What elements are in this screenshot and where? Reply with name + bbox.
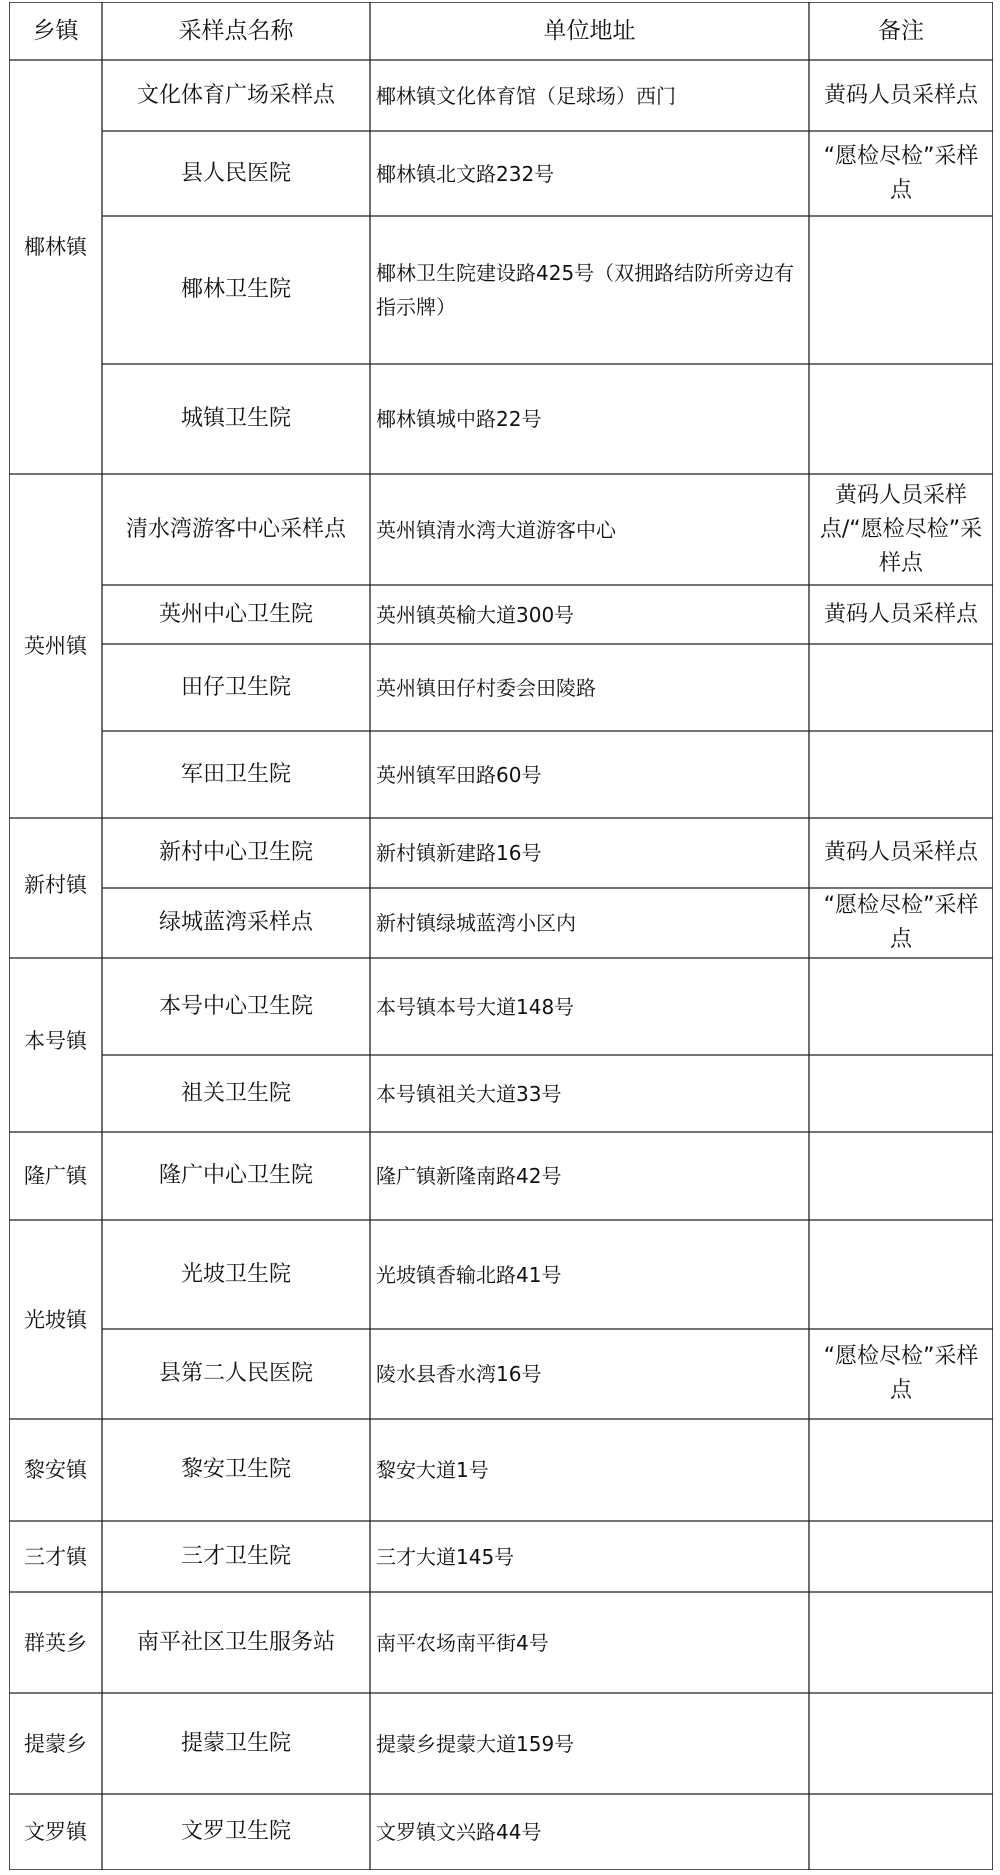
site-name-cell-text: 县第二人民医院: [158, 1361, 313, 1386]
site-name-cell-text: 新村中心卫生院: [158, 840, 313, 865]
town-cell: [9, 60, 102, 474]
address-cell: [370, 888, 809, 958]
site-name-cell-text: 南平社区卫生服务站: [136, 1629, 335, 1655]
site-name-cell-text: 英州中心卫生院: [158, 601, 313, 627]
site-name-cell: [102, 216, 370, 364]
town-cell: [9, 1220, 102, 1419]
site-name-cell: [102, 1794, 370, 1870]
address-cell: [370, 1220, 809, 1329]
site-name-cell: [102, 731, 370, 818]
note-cell: [809, 585, 993, 644]
address-cell-text: 英州镇清水湾大道游客中心: [376, 517, 616, 542]
site-name-cell-text: 文化体育广场采样点: [136, 82, 335, 108]
note-cell: [809, 60, 993, 131]
address-cell: [370, 216, 809, 364]
address-cell-text: 文罗镇文兴路44号: [376, 1820, 542, 1844]
note-cell-text: 黄码人员采样点: [823, 82, 978, 108]
site-name-cell: [102, 131, 370, 216]
address-cell-text: 本号镇本号大道148号: [376, 994, 575, 1019]
note-cell: [809, 644, 993, 731]
address-cell-text: 新村镇新建路16号: [376, 841, 542, 865]
site-name-cell-text: 文罗卫生院: [180, 1819, 291, 1844]
header-note-text: 备注: [878, 18, 924, 44]
address-cell: [370, 1794, 809, 1870]
town-cell: [9, 1419, 102, 1521]
note-cell-text: “愿检尽检”采样点: [823, 143, 979, 203]
town-cell: [9, 818, 102, 958]
town-cell: [9, 1693, 102, 1794]
note-cell: [809, 474, 993, 585]
note-cell: [809, 888, 993, 958]
town-cell-text: 群英乡: [24, 1630, 87, 1655]
town-cell-text: 光坡镇: [24, 1307, 87, 1332]
address-cell: [370, 131, 809, 216]
site-name-cell: [102, 1220, 370, 1329]
site-name-cell: [102, 818, 370, 888]
note-cell: [809, 1220, 993, 1329]
site-name-cell: [102, 1419, 370, 1521]
address-cell-text: 陵水县香水湾16号: [376, 1362, 542, 1386]
site-name-cell: [102, 1329, 370, 1419]
town-cell-text: 提蒙乡: [24, 1731, 87, 1756]
town-cell-text: 英州镇: [24, 634, 87, 658]
address-cell-text: 隆广镇新隆南路42号: [376, 1164, 562, 1188]
address-cell-text: 三才大道145号: [376, 1544, 515, 1569]
note-cell: [809, 818, 993, 888]
site-name-cell: [102, 474, 370, 585]
site-name-cell: [102, 1693, 370, 1794]
address-cell: [370, 1132, 809, 1220]
town-cell: [9, 1521, 102, 1592]
site-name-cell-text: 祖关卫生院: [180, 1080, 291, 1106]
site-name-cell: [102, 888, 370, 958]
note-cell: [809, 1693, 993, 1794]
note-cell: [809, 1521, 993, 1592]
site-name-cell: [102, 364, 370, 474]
note-cell: [809, 131, 993, 216]
site-name-cell-text: 椰林卫生院: [180, 277, 291, 302]
site-name-cell: [102, 1592, 370, 1693]
note-cell-text: “愿检尽检”采样点: [823, 1344, 979, 1403]
sampling-sites-table: [9, 2, 993, 1870]
address-cell: [370, 585, 809, 644]
site-name-cell: [102, 958, 370, 1055]
site-name-cell-text: 绿城蓝湾采样点: [158, 910, 313, 935]
address-cell: [370, 644, 809, 731]
address-cell-text: 英州镇英榆大道300号: [376, 602, 575, 627]
address-cell-text: 英州镇田仔村委会田陵路: [376, 675, 596, 700]
address-cell: [370, 1055, 809, 1132]
address-cell: [370, 1521, 809, 1592]
site-name-cell: [102, 1521, 370, 1592]
note-cell-text: 黄码人员采样点/“愿检尽检”采样点: [819, 482, 983, 576]
header-address-text: 单位地址: [543, 18, 636, 44]
town-cell: [9, 474, 102, 818]
address-cell: [370, 1329, 809, 1419]
address-cell-text: 新村镇绿城蓝湾小区内: [376, 911, 576, 935]
header-site-name-text: 采样点名称: [178, 18, 294, 44]
address-cell-text: 椰林卫生院建设路425号（双拥路结防所旁边有指示牌）: [376, 261, 795, 319]
site-name-cell-text: 军田卫生院: [180, 761, 291, 787]
note-cell: [809, 1329, 993, 1419]
site-name-cell-text: 黎安卫生院: [180, 1457, 291, 1482]
address-cell-text: 本号镇祖关大道33号: [376, 1081, 562, 1106]
site-name-cell: [102, 60, 370, 131]
address-cell: [370, 1592, 809, 1693]
address-cell-text: 光坡镇香输北路41号: [376, 1262, 562, 1287]
site-name-cell-text: 隆广中心卫生院: [158, 1163, 313, 1188]
note-cell: [809, 1419, 993, 1521]
site-name-cell: [102, 644, 370, 731]
town-cell-text: 黎安镇: [24, 1458, 87, 1482]
address-cell: [370, 60, 809, 131]
address-cell: [370, 474, 809, 585]
town-cell: [9, 1794, 102, 1870]
note-cell: [809, 216, 993, 364]
town-cell-text: 本号镇: [24, 1029, 87, 1053]
header-site-name: [102, 2, 370, 60]
note-cell: [809, 1794, 993, 1870]
address-cell-text: 南平农场南平街4号: [376, 1630, 549, 1655]
address-cell-text: 椰林镇文化体育馆（足球场）西门: [376, 83, 676, 108]
note-cell: [809, 1132, 993, 1220]
site-name-cell-text: 三才卫生院: [180, 1543, 291, 1569]
header-town: [9, 2, 102, 60]
address-cell: [370, 818, 809, 888]
site-name-cell: [102, 585, 370, 644]
address-cell-text: 提蒙乡提蒙大道159号: [376, 1731, 575, 1756]
address-cell: [370, 1419, 809, 1521]
address-cell: [370, 1693, 809, 1794]
site-name-cell-text: 城镇卫生院: [180, 406, 291, 431]
site-name-cell-text: 本号中心卫生院: [158, 993, 313, 1019]
note-cell-text: “愿检尽检”采样点: [823, 893, 979, 952]
address-cell: [370, 958, 809, 1055]
address-cell-text: 英州镇军田路60号: [376, 762, 542, 787]
note-cell: [809, 1055, 993, 1132]
site-name-cell-text: 提蒙卫生院: [180, 1730, 291, 1756]
site-name-cell-text: 田仔卫生院: [180, 674, 291, 700]
site-name-cell-text: 光坡卫生院: [180, 1261, 291, 1287]
town-cell-text: 三才镇: [24, 1544, 87, 1569]
address-cell: [370, 731, 809, 818]
site-name-cell-text: 清水湾游客中心采样点: [125, 516, 346, 542]
town-cell-text: 椰林镇: [24, 235, 87, 259]
address-cell-text: 黎安大道1号: [376, 1458, 489, 1482]
note-cell: [809, 958, 993, 1055]
note-cell-text: 黄码人员采样点: [823, 840, 978, 865]
header-note: [809, 2, 993, 60]
town-cell-text: 文罗镇: [24, 1820, 87, 1844]
town-cell: [9, 1592, 102, 1693]
header-address: [370, 2, 809, 60]
note-cell: [809, 731, 993, 818]
site-name-cell: [102, 1132, 370, 1220]
town-cell-text: 新村镇: [24, 873, 87, 897]
address-cell: [370, 364, 809, 474]
town-cell-text: 隆广镇: [24, 1164, 87, 1188]
note-cell: [809, 1592, 993, 1693]
town-cell: [9, 958, 102, 1132]
site-name-cell: [102, 1055, 370, 1132]
address-cell-text: 椰林镇城中路22号: [376, 407, 542, 431]
header-town-text: 乡镇: [32, 18, 79, 44]
town-cell: [9, 1132, 102, 1220]
note-cell: [809, 364, 993, 474]
address-cell-text: 椰林镇北文路232号: [376, 161, 555, 186]
site-name-cell-text: 县人民医院: [180, 160, 291, 186]
note-cell-text: 黄码人员采样点: [823, 601, 978, 627]
